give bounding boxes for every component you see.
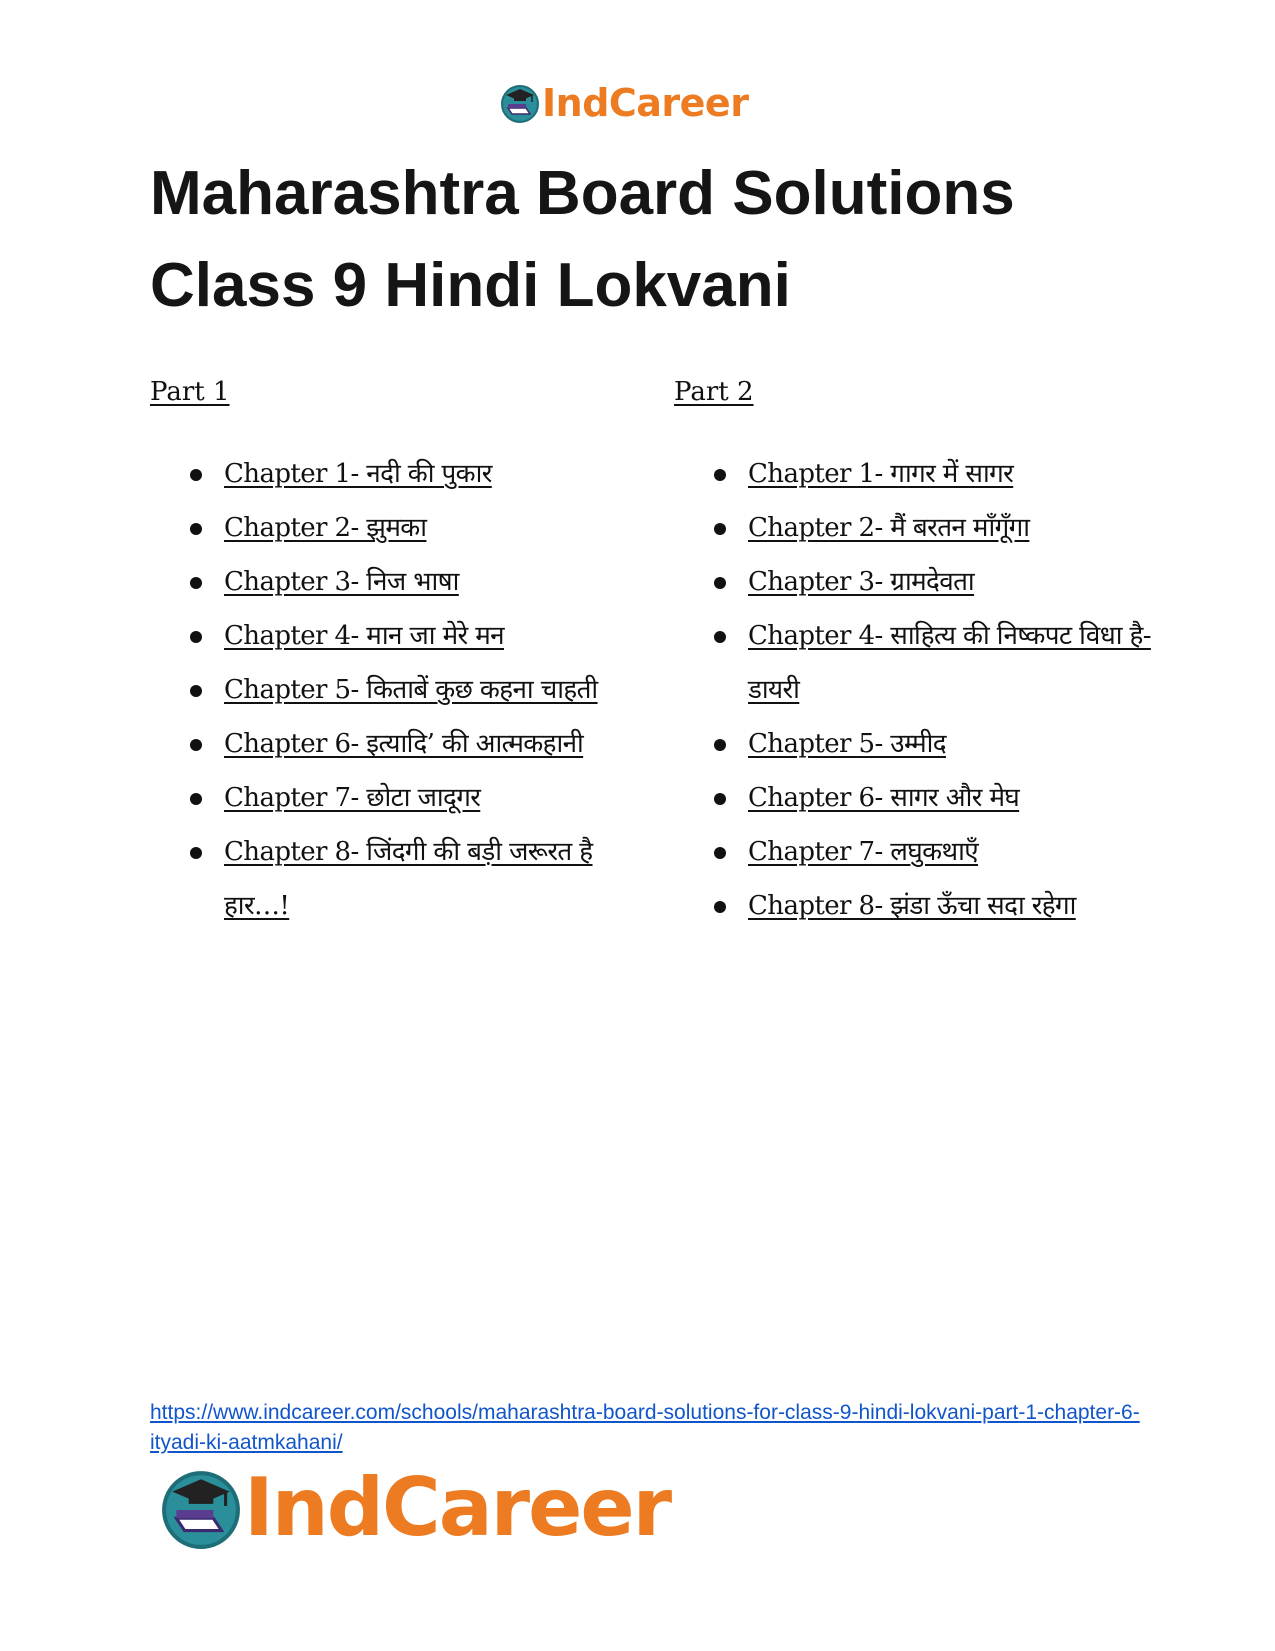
list-item — [150, 771, 610, 825]
list-item — [674, 555, 1154, 609]
bullet-icon — [190, 631, 202, 643]
list-item — [674, 771, 1154, 825]
brand-logo-text: IndCareer — [244, 1461, 671, 1554]
chapter-link[interactable]: Chapter 8- जिंदगी की बड़ी जरूरत है हार…! — [224, 837, 593, 921]
graduation-cap-book-globe-icon — [160, 1467, 242, 1549]
list-item — [150, 825, 610, 933]
bullet-icon — [714, 793, 726, 805]
bullet-icon — [714, 631, 726, 643]
list-item — [674, 879, 1154, 933]
list-item — [674, 609, 1154, 717]
bullet-icon — [714, 847, 726, 859]
bullet-icon — [714, 577, 726, 589]
chapter-link[interactable]: Chapter 1- नदी की पुकार — [224, 459, 492, 489]
list-item — [150, 663, 610, 717]
chapter-link[interactable]: Chapter 7- छोटा जादूगर — [224, 783, 481, 813]
chapter-link[interactable]: Chapter 2- झुमका — [224, 513, 427, 543]
chapter-link[interactable]: Chapter 3- निज भाषा — [224, 567, 459, 597]
bullet-icon — [190, 685, 202, 697]
bullet-icon — [190, 469, 202, 481]
chapter-link[interactable]: Chapter 8- झंडा ऊँचा सदा रहेगा — [748, 891, 1076, 921]
list-item — [150, 447, 610, 501]
part-1-chapter-list — [150, 447, 610, 933]
page-title-line-2: Class 9 Hindi Lokvani — [150, 251, 791, 320]
chapter-link[interactable]: Chapter 2- मैं बरतन माँगूँगा — [748, 513, 1030, 543]
part-1-heading[interactable]: Part 1 — [150, 377, 230, 407]
bullet-icon — [714, 469, 726, 481]
chapter-link[interactable]: Chapter 4- साहित्य की निष्कपट विधा है-डायरी — [748, 621, 1151, 705]
page-title — [150, 148, 1150, 332]
chapter-link[interactable]: Chapter 6- सागर और मेघ — [748, 783, 1020, 813]
chapter-link[interactable]: Chapter 5- किताबें कुछ कहना चाहती — [224, 675, 598, 705]
header-logo — [500, 80, 748, 126]
bullet-icon — [190, 523, 202, 535]
page-title-line-1: Maharashtra Board Solutions — [150, 159, 1015, 228]
list-item — [674, 447, 1154, 501]
chapter-link[interactable]: Chapter 5- उम्मीद — [748, 729, 947, 759]
bullet-icon — [190, 793, 202, 805]
part-2-column — [674, 376, 1154, 933]
brand-logo-text: IndCareer — [542, 81, 749, 125]
footer-logo — [160, 1462, 670, 1554]
chapter-link[interactable]: Chapter 1- गागर में सागर — [748, 459, 1014, 489]
list-item — [674, 717, 1154, 771]
bullet-icon — [190, 577, 202, 589]
part-1-column — [150, 376, 610, 933]
bullet-icon — [714, 739, 726, 751]
source-url-link[interactable]: https://www.indcareer.com/schools/maharashtra-board-solutions-for-class-9-hindi-lokvani-part-1-chapter-6-ityadi-ki-aatmkahani/ — [150, 1401, 1140, 1454]
part-2-chapter-list — [674, 447, 1154, 933]
bullet-icon — [190, 847, 202, 859]
part-2-heading[interactable]: Part 2 — [674, 377, 754, 407]
chapter-link[interactable]: Chapter 3- ग्रामदेवता — [748, 567, 975, 597]
list-item — [150, 555, 610, 609]
list-item — [150, 501, 610, 555]
chapter-link[interactable]: Chapter 4- मान जा मेरे मन — [224, 621, 504, 651]
graduation-cap-book-globe-icon — [500, 83, 540, 123]
chapter-link[interactable]: Chapter 7- लघुकथाएँ — [748, 837, 978, 867]
list-item — [674, 501, 1154, 555]
bullet-icon — [714, 523, 726, 535]
list-item — [674, 825, 1154, 879]
bullet-icon — [714, 901, 726, 913]
chapter-link[interactable]: Chapter 6- इत्यादि’ की आत्मकहानी — [224, 729, 584, 759]
bullet-icon — [190, 739, 202, 751]
list-item — [150, 717, 610, 771]
list-item — [150, 609, 610, 663]
